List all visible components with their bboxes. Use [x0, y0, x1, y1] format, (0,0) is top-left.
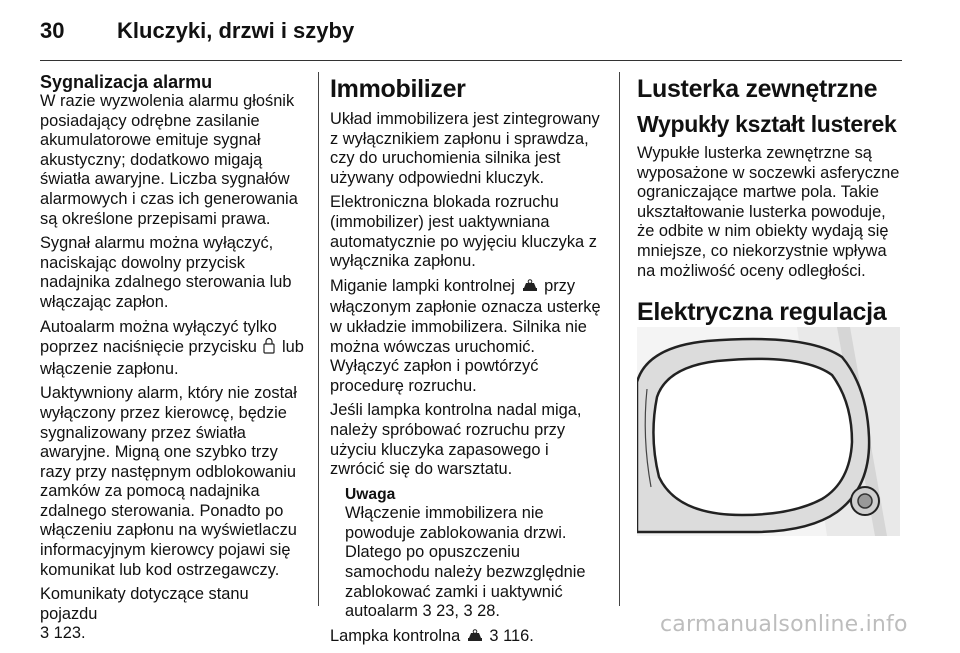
note-text: Włączenie immobilizera nie powoduje zablokowania drzwi. Dlatego po opuszczeniu samochodu należy bezwzględnie zablokować zamki i uaktywnić autoalarm 3 23, 3 28.: [345, 504, 586, 621]
column-divider: [619, 72, 620, 606]
section-heading-mirrors: Lusterka zewnętrzne: [637, 75, 878, 103]
mirror-adjustment-illustration: [637, 327, 900, 536]
page-header: [40, 12, 902, 52]
column-divider: [318, 72, 319, 606]
section-heading-alarm: Sygnalizacja alarmu: [40, 72, 213, 92]
paragraph: Uaktywniony alarm, który nie został wyłączony przez kierowcę, będzie sygnalizowany przez światła awaryjne. Migną one szybko trzy razy przy następnym odblokowaniu zamków za pomocą nadajnika zdalnego sterowania. Ponadto po włączeniu zapłonu na wyświetlaczu informacyjnym kierowcy pojawi się komunikat lub kod ostrzegawczy.: [40, 384, 297, 579]
note-box: [330, 485, 606, 622]
header-divider: [40, 60, 902, 61]
paragraph: Jeśli lampka kontrolna nadal miga, należy spróbować rozruchu przy użyciu kluczyka zapasowego i zwrócić się do warsztatu.: [330, 401, 582, 479]
column-immobilizer: [330, 72, 606, 653]
paragraph: Układ immobilizera jest zintegrowany z wyłącznikiem zapłonu i sprawdza, czy do uruchomienia silnika jest używany odpowiedni kluczyk.: [330, 110, 600, 187]
paragraph: Elektroniczna blokada rozruchu (immobilizer) jest uaktywniana automatycznie po wyjęciu kluczyka z wyłącznika zapłonu.: [330, 193, 597, 271]
car-key-lamp-icon: [467, 629, 483, 649]
paragraph-text: Miganie lampki kontrolnej: [330, 276, 515, 295]
note-title: Uwaga: [345, 485, 396, 503]
paragraph-text: Lampka kontrolna: [330, 626, 461, 645]
paragraph: [40, 585, 308, 644]
subsection-heading-electric: Elektryczna regulacja: [637, 298, 887, 327]
paragraph: [40, 318, 308, 380]
subsection-heading-convex: Wypukły kształt lusterek: [637, 111, 897, 137]
paragraph: W razie wyzwolenia alarmu głośnik posiadający odrębne zasilanie akumulatorowe emituje sygnał akustyczny; dodatkowo migają światła awaryjne. Liczba sygnałów alarmowych i czas ich generowania są określone przepisami prawa.: [40, 92, 298, 228]
column-mirrors: [637, 72, 902, 333]
paragraph: [330, 277, 606, 397]
paragraph-text: przy włączonym zapłonie oznacza usterkę w układzie immobilizera. Silnika nie można wówczas uruchomić. Wyłączyć zapłon i powtórzyć procedurę rozruchu.: [330, 276, 601, 395]
paragraph-text: Autoalarm można wyłączyć tylko poprzez naciśnięcie przycisku: [40, 317, 277, 357]
page-reference: 3 123.: [40, 624, 86, 643]
padlock-button-icon: [263, 337, 275, 360]
car-key-lamp-icon: [522, 279, 538, 299]
paragraph-text: lub włączenie zapłonu.: [40, 338, 304, 378]
column-alarm: [40, 72, 308, 649]
paragraph: Wypukłe lusterka zewnętrzne są wyposażone w soczewki asferyczne ograniczające martwe pola. Takie ukształtowanie lusterka powoduje, że odbite w nim obiekty wydają się mniejsze, co niekorzystnie wpływa na możliwość oceny odległości.: [637, 144, 900, 280]
chapter-title: Kluczyki, drzwi i szyby: [117, 18, 355, 43]
watermark: carmanualsonline.info: [660, 612, 908, 637]
paragraph-text: Komunikaty dotyczące stanu pojazdu: [40, 585, 249, 623]
section-heading-immobilizer: Immobilizer: [330, 75, 466, 103]
paragraph: [330, 627, 606, 649]
page-reference: 3 116.: [489, 626, 534, 645]
paragraph: Sygnał alarmu można wyłączyć, naciskając dowolny przycisk nadajnika zdalnego sterowania lub włączając zapłon.: [40, 234, 292, 311]
page-number: 30: [40, 18, 65, 43]
